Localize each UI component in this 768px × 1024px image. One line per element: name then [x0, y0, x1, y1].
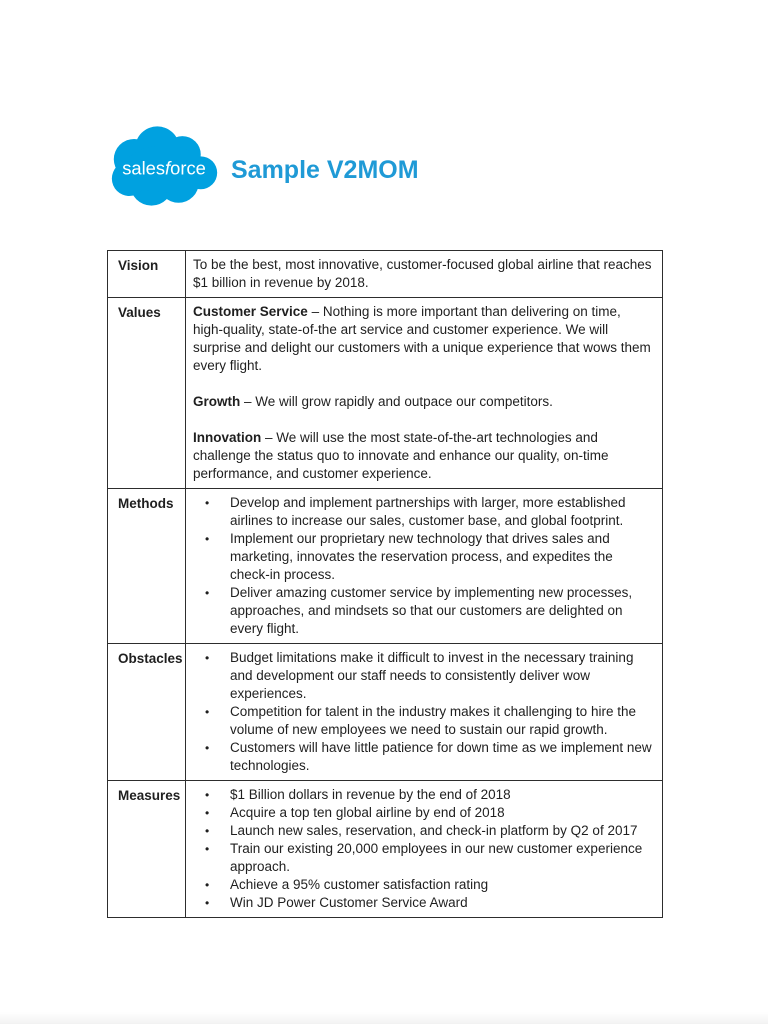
row-content — [186, 644, 663, 781]
row-content — [186, 489, 663, 644]
v2mom-table — [107, 250, 663, 918]
bullet-item: • Win JD Power Customer Service Award — [202, 894, 652, 912]
salesforce-cloud-icon — [108, 121, 222, 213]
salesforce-logo — [108, 121, 222, 213]
bullet-item: • Customers will have little patience for down time as we implement new technologies. — [202, 739, 652, 775]
row-label: Measures — [108, 781, 186, 918]
header — [108, 121, 419, 213]
value-lead: Customer Service — [193, 304, 308, 319]
salesforce-logo-text: salesforce — [122, 157, 206, 179]
bullet-item: • Develop and implement partnerships with larger, more established airlines to increase our sales, customer base, and global footprint. — [202, 494, 652, 530]
row-content — [186, 251, 663, 298]
table-row-vision — [108, 251, 663, 298]
value-lead: Innovation — [193, 430, 262, 445]
table-row-values — [108, 298, 663, 489]
value-paragraph: Innovation – We will use the most state-of-the-art technologies and challenge the status quo to innovate and enhance our quality, on-time performance, and customer experience. — [193, 430, 609, 481]
vision-text: To be the best, most innovative, customer-focused global airline that reaches $1 billion in revenue by 2018. — [193, 257, 652, 290]
value-paragraph: Customer Service – Nothing is more important than delivering on time, high-quality, state-of-the art service and customer experience. We will surprise and delight our customers with a unique experience that wows them every flight. — [193, 304, 651, 373]
bullet-list — [193, 649, 652, 775]
table-row-obstacles — [108, 644, 663, 781]
bullet-item: • $1 Billion dollars in revenue by the end of 2018 — [202, 786, 652, 804]
row-label: Methods — [108, 489, 186, 644]
bullet-list — [193, 786, 652, 912]
row-content — [186, 781, 663, 918]
bullet-item: • Deliver amazing customer service by implementing new processes, approaches, and mindsets so that our customers are delighted on every flight. — [202, 584, 652, 638]
row-content — [186, 298, 663, 489]
row-label: Vision — [108, 251, 186, 298]
bullet-item: • Implement our proprietary new technology that drives sales and marketing, innovates the reservation process, and expedites the check-in process. — [202, 530, 652, 584]
page-title: Sample V2MOM — [231, 155, 419, 184]
bullet-item: • Budget limitations make it difficult to invest in the necessary training and development our staff needs to consistently deliver wow experiences. — [202, 649, 652, 703]
bullet-item: • Acquire a top ten global airline by end of 2018 — [202, 804, 652, 822]
page-bottom-shadow — [0, 1012, 768, 1024]
bullet-item: • Launch new sales, reservation, and check-in platform by Q2 of 2017 — [202, 822, 652, 840]
value-lead: Growth — [193, 394, 241, 409]
bullet-item: • Train our existing 20,000 employees in our new customer experience approach. — [202, 840, 652, 876]
bullet-item: • Achieve a 95% customer satisfaction rating — [202, 876, 652, 894]
row-label: Values — [108, 298, 186, 489]
table-row-measures — [108, 781, 663, 918]
bullet-item: • Competition for talent in the industry makes it challenging to hire the volume of new employees we need to sustain our rapid growth. — [202, 703, 652, 739]
bullet-list — [193, 494, 652, 638]
value-paragraph: Growth – We will grow rapidly and outpace our competitors. — [193, 394, 553, 409]
table-row-methods — [108, 489, 663, 644]
row-label: Obstacles — [108, 644, 186, 781]
